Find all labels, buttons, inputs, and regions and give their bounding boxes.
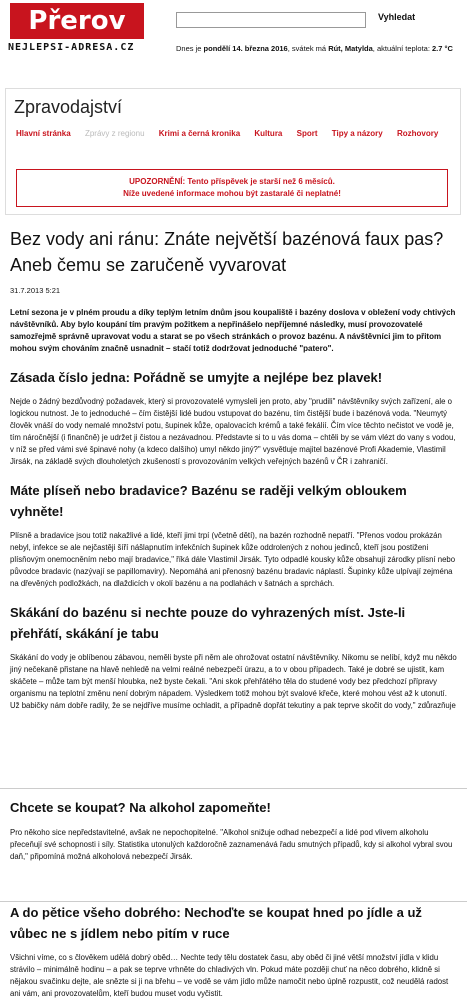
callout-text: Pro někoho sice nepředstavitelné, avšak ne nepochopitelné. "Alkohol snižuje odhad nebezpečí a lidé pod vlivem alkoholu přeceňují své schopnosti i síly. Statistika utonulých každoročně zaznamenává řadu smutných případů, kdy si alkohol vybral svou daň," připomíná možná alkoholová nebezpečí Jirsák. (10, 828, 453, 861)
section-title: Zpravodajství (14, 97, 123, 117)
warning-line-1: UPOZORNĚNÍ: Tento příspěvek je starší než 6 měsíců. (129, 177, 335, 186)
site-header (0, 0, 467, 84)
nav-kultura[interactable]: Kultura (254, 129, 283, 138)
paragraph-1: Nejde o žádný bezdůvodný požadavek, který si provozovatelé vymysleli jen proto, aby "prudili" návštěvníky svých zařízení, ale o logickou nutnost. Je to jednoduché – čím čistější lidé budou vstupovat do bazénu, tím čistější bude i bazénová voda. "Neumytý člověk vnáší do vody nemalé množství potu, šupinek kůže, opalovacích krémů a také fekálií. Čím více těchto nečistot ve vodě je, tím náročnější (i finančně) je udržet ji čistou a nezávadnou. Představte si to u vás doma – chtěli by se vám vlézt do vany s vodou, v níž se před vámi své špinavé nohy (a kdeco dalšího) umyl někdo jiný?" vysvětluje majitel bazénové Profi Akademie, Vlastimil Jirsák, na základě svých dlouholetých zkušeností s provozováním velkých veřejných bazénů v ČR i zahraničí. (10, 397, 456, 466)
search-input[interactable] (176, 12, 366, 28)
heading-1: Zásada číslo jedna: Pořádně se umyjte a nejlépe bez plavek! (10, 370, 383, 385)
search-button[interactable]: Vyhledat (378, 12, 416, 22)
nameday: Rút, Matylda (328, 44, 373, 53)
temperature-value: 2.7 °C (432, 44, 453, 53)
last-section (10, 890, 457, 1000)
heading-3: Skákání do bazénu si nechte pouze do vyhrazených míst. Jste-li přehřátí, skákání je tabu (10, 605, 406, 641)
paragraph-2: Plísně a bradavice jsou totiž nakažlivé a lidé, kteří jimi trpí (včetně dětí), na bazén rozhodně nepatří. "Přenos vodou prokázán nebyl, infekce se ale nejčastěji šíří nášlapnutím infekčních šupinek kůže oddrolených z nohou jedinců, kteří jsou postiženi plísňovým onemocněním nebo mají bradavice," říká dále Vlastimil Jirsák. Tyto odpadlé kousky kůže obsahují zárodky plísní nebo původce bradavic (nazývají se papillomaviry). Nepomáhá ani přenosný bazénu bradavic náplastí. Šupinky kůže ulpívají zejména na dřevěných podložkách, na dlaždicích v okolí bazénu a na podlahách v šatnách a sprchách. (10, 531, 456, 588)
alcohol-callout (0, 788, 467, 902)
site-logo[interactable]: Přerov (10, 3, 144, 39)
article-lead: Letní sezona je v plném proudu a díky teplým letním dnům jsou koupaliště i bazény doslova v obležení vody chtivých návštěvníků. Aby bylo koupání tím pravým požitkem a nepřinášelo nepříjemné následky, musí provozovatelé samozřejmě správně upravovat vodu a starat se po všech stránkách o provoz bazénu. A návštěvníci jim to přitom mohou svým chováním značně usnadnit – stačí totiž dodržovat jednoduché "patero". (10, 308, 456, 353)
date-prefix: Dnes je (176, 44, 202, 53)
temp-label: , aktuální teplota: (372, 44, 430, 53)
nav-tipy-a-nazory[interactable]: Tipy a názory (331, 129, 383, 138)
nav-hlavni-stranka[interactable]: Hlavní stránka (16, 129, 71, 138)
nav-krimi[interactable]: Krimi a černá kronika (158, 129, 241, 138)
nav-rozhovory[interactable]: Rozhovory (396, 129, 439, 138)
paragraph-5: Všichni víme, co s člověkem udělá dobrý oběd… Nechte tedy tělu dostatek času, aby oběd či jiné větší množství jídla v klidu strávilo – minimálně hodinu – a pak se teprve vrhněte do chladivých vln. Pokud máte později chuť na něco dobrého, klidně si nějakou svačinku dejte, ale snězte si ji na břehu – ve vodě se vám jídlo může namočit nebo úplně rozpustit, což neudělá radost ani vám, ani provozovatelům, kteří budou muset vodu vyčistit. (10, 953, 449, 998)
site-logo-subtitle[interactable]: NEJLEPSI-ADRESA.CZ (8, 42, 135, 53)
heading-2: Máte plíseň nebo bradavice? Bazénu se raději velkým obloukem vyhněte! (10, 483, 407, 519)
article-title: Bez vody ani ránu: Znáte největší bazénová faux pas? Aneb čemu se zaručeně vyvarovat (10, 229, 444, 275)
date-mid: , svátek má (287, 44, 327, 53)
callout-title: Chcete se koupat? Na alkohol zapomeňte! (10, 800, 271, 815)
nav-sport[interactable]: Sport (296, 129, 318, 138)
heading-5: A do pětice všeho dobrého: Nechoďte se koupat hned po jídle a už vůbec ne s jídlem nebo pitím v ruce (10, 905, 422, 941)
section-card (5, 88, 461, 215)
nav-zpravy-z-regionu[interactable]: Zprávy z regionu (84, 129, 145, 138)
warning-box (16, 169, 448, 207)
date-value: pondělí 14. března 2016 (203, 44, 288, 53)
warning-line-2: Níže uvedené informace mohou být zastaralé či neplatné! (123, 189, 341, 198)
date-line (176, 44, 462, 54)
section-nav (16, 129, 456, 148)
article (10, 226, 457, 712)
article-date: 31.7.2013 5:21 (10, 286, 61, 295)
paragraph-3: Skákání do vody je oblíbenou zábavou, neměli byste při něm ale ohrožovat ostatní návštěvníky. Nikomu se nelíbí, když mu někdo jiný nečekaně přistane na hlavě nehledě na velmi reálné nebezpečí úrazu, a to v obou případech. Také je dobré se ujistit, kam skáčete – může tam být menší hloubka, než byste čekali. "Ani skok přehřátého těla do studené vody bez předchozí přípravy organismu na teplotní změnu není dobrým nápadem. Výsledkem totiž mohou být svalové křeče, které mohou vést až k utonutí. Už babičky nám dobře radily, že se nejdříve musíme ochladit, a případně dopřát tekutiny a pak teprve skočit do vody," zdůrazňuje (10, 653, 457, 710)
